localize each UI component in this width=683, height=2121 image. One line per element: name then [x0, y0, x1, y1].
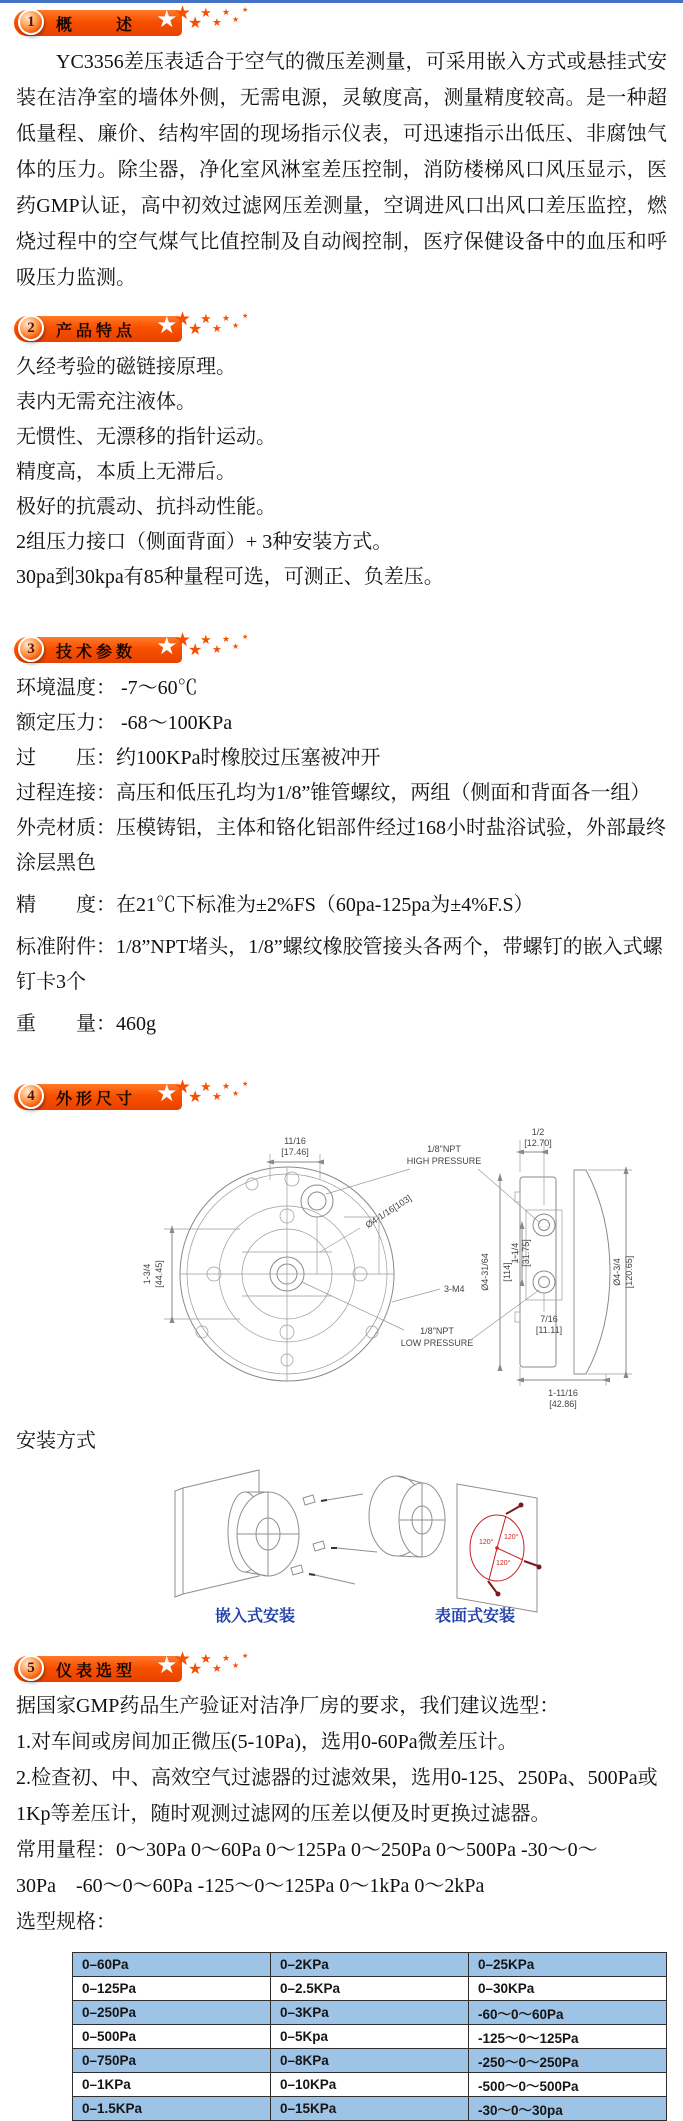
star-icon: ★ — [222, 1081, 231, 1091]
spec-item: 额定压力： -68～100KPa — [16, 712, 233, 734]
range-cell: 0–2.5KPa — [271, 1977, 469, 2001]
range-cell: 0–125Pa — [73, 1977, 271, 2001]
section-title: 外形尺寸 — [56, 1091, 137, 1108]
dim-label: Ø4-1/16[103] — [363, 1192, 414, 1230]
selection-item: 1.对车间或房间加正微压(5-10Pa)，选用0-60Pa微差压计。 — [16, 1731, 518, 1753]
star-icon: ★ — [156, 1652, 178, 1679]
star-icon: ★ — [200, 311, 212, 326]
port-label-low-pressure: 1/8"NPT — [420, 1326, 454, 1336]
port-label-low-pressure: LOW PRESSURE — [400, 1338, 474, 1348]
section-number-badge: 5 — [18, 1655, 44, 1681]
star-icon: ★ — [188, 1661, 203, 1678]
feature-item: 极好的抗震动、抗抖动性能。 — [16, 496, 276, 518]
port-label-high-pressure: HIGH PRESSURE — [406, 1156, 482, 1166]
star-icon: ★ — [222, 7, 231, 17]
page-top-divider — [0, 0, 683, 3]
range-cell: 0–30KPa — [469, 1977, 667, 2001]
star-icon: ★ — [188, 642, 203, 659]
star-icon: ★ — [200, 632, 212, 647]
star-icon: ★ — [222, 634, 231, 644]
range-cell: 0–15KPa — [271, 2097, 469, 2121]
surface-mount-label: 表面式安装 — [434, 1608, 516, 1625]
star-icon: ★ — [174, 309, 192, 330]
star-icon: ★ — [242, 7, 249, 14]
dim-label: Ø4-3/4 — [612, 1258, 622, 1286]
range-cell: 0–5Kpa — [271, 2025, 469, 2049]
star-cluster-decoration — [156, 4, 266, 40]
range-cell: 0–250Pa — [73, 2001, 271, 2025]
star-icon: ★ — [222, 313, 231, 323]
spec-list — [16, 671, 667, 1042]
installation-diagrams — [45, 1460, 605, 1630]
feature-item: 表内无需充注液体。 — [16, 391, 196, 413]
star-icon: ★ — [242, 1653, 249, 1660]
star-icon: ★ — [174, 1649, 192, 1670]
table-row — [73, 1953, 667, 1977]
range-cell: 0–3KPa — [271, 2001, 469, 2025]
feature-list — [16, 350, 667, 595]
dim-label: [17.46] — [281, 1147, 309, 1157]
range-cell: 0–500Pa — [73, 2025, 271, 2049]
star-icon: ★ — [212, 1091, 222, 1103]
star-icon: ★ — [188, 321, 203, 338]
star-icon: ★ — [156, 633, 178, 660]
dim-label: [114] — [502, 1262, 512, 1282]
dimension-drawing — [92, 1122, 652, 1412]
star-icon: ★ — [156, 1080, 178, 1107]
table-row — [73, 2049, 667, 2073]
section-number-badge: 3 — [18, 636, 44, 662]
dim-label: [12.70] — [524, 1138, 552, 1148]
section-title: 产品特点 — [56, 323, 137, 340]
section-header-overview — [8, 3, 683, 38]
star-icon: ★ — [174, 630, 192, 651]
spec-item: 过程连接：高压和低压孔均为1/8”锥管螺纹，两组（侧面和背面各一组） — [16, 782, 651, 804]
angle-label: 120° — [496, 1560, 511, 1567]
star-icon: ★ — [232, 642, 240, 651]
star-icon: ★ — [212, 323, 222, 335]
star-cluster-decoration — [156, 1650, 266, 1686]
star-icon: ★ — [232, 1661, 240, 1670]
range-options-table — [72, 1952, 667, 2121]
section-title: 技术参数 — [56, 644, 137, 661]
feature-item: 无惯性、无漂移的指针运动。 — [16, 426, 276, 448]
port-label-high-pressure: 1/8"NPT — [427, 1144, 461, 1154]
star-icon: ★ — [212, 644, 222, 656]
range-cell: 0–8KPa — [271, 2049, 469, 2073]
section-number-badge: 1 — [18, 9, 44, 35]
section-title: 概 述 — [56, 17, 137, 34]
feature-item: 久经考验的磁链接原理。 — [16, 356, 236, 378]
feature-item: 精度高，本质上无滞后。 — [16, 461, 236, 483]
spec-item: 外壳材质：压模铸铝，主体和铬化铝部件经过168小时盐浴试验，外部最终涂层黑色 — [16, 817, 666, 874]
range-cell: -125～0～125Pa — [469, 2025, 667, 2049]
star-icon: ★ — [188, 1089, 203, 1106]
star-icon: ★ — [232, 15, 240, 24]
section-header-selection — [8, 1649, 683, 1684]
dim-label: 1-1/4 — [510, 1242, 520, 1264]
dim-label: 1-11/16 — [548, 1388, 578, 1398]
table-row — [73, 2025, 667, 2049]
star-icon: ★ — [222, 1653, 231, 1663]
table-row — [73, 2073, 667, 2097]
spec-item: 重 量：460g — [16, 1013, 156, 1035]
star-cluster-decoration — [156, 631, 266, 667]
star-icon: ★ — [242, 313, 249, 320]
feature-item: 2组压力接口（侧面背面）+ 3种安装方式。 — [16, 531, 393, 553]
section-header-features — [8, 309, 683, 344]
flush-mount-diagram — [175, 1470, 377, 1625]
dim-label: 1/2 — [531, 1127, 545, 1137]
star-cluster-decoration — [156, 1078, 266, 1114]
dim-label: 1-3/4 — [142, 1263, 152, 1285]
star-icon: ★ — [212, 17, 222, 29]
spec-item: 环境温度： -7～60℃ — [16, 677, 198, 699]
section-header-dimensions — [8, 1077, 683, 1112]
star-icon: ★ — [242, 634, 249, 641]
surface-mount-diagram — [369, 1476, 542, 1625]
spec-item: 过 压：约100KPa时橡胶过压塞被冲开 — [16, 747, 381, 769]
star-icon: ★ — [156, 6, 178, 33]
selection-intro: 据国家GMP药品生产验证对洁净厂房的要求，我们建议选型： — [16, 1695, 560, 1717]
spec-item: 标准附件：1/8”NPT堵头，1/8”螺纹橡胶管接头各两个，带螺钉的嵌入式螺钉卡3个 — [16, 936, 663, 993]
side-view — [480, 1127, 634, 1409]
star-cluster-decoration — [156, 310, 266, 346]
range-cell: 0–25KPa — [469, 1953, 667, 1977]
section-number-badge: 4 — [18, 1083, 44, 1109]
selection-spec-label: 选型规格： — [16, 1911, 116, 1933]
selection-item: 2.检查初、中、高效空气过滤器的过滤效果，选用0-125、250Pa、500Pa或1Kp等差压计，随时观测过滤网的压差以便及时更换过滤器。 — [16, 1767, 658, 1825]
star-icon: ★ — [174, 1077, 192, 1098]
overview-paragraph: YC3356差压表适合于空气的微压差测量，可采用嵌入方式或悬挂式安装在洁净室的墙体外侧，无需电源，灵敏度高，测量精度较高。是一种超低量程、廉价、结构牢固的现场指示仪表，可迅速指示出低压、非腐蚀气体的压力。除尘器，净化室风淋室差压控制，消防楼梯风口风压显示，医药GMP认证，高中初效过滤网压差测量，空调进风口出风口差压监控，燃烧过程中的空气煤气比值控制及自动阀控制，医疗保健设备中的血压和呼吸压力监测。 — [16, 51, 667, 289]
star-icon: ★ — [174, 3, 192, 24]
star-icon: ★ — [242, 1081, 249, 1088]
selection-ranges: 常用量程：0～30Pa 0～60Pa 0～125Pa 0～250Pa 0～500Pa -30～0～30Pa -60～0～60Pa -125～0～125Pa 0～1kPa 0～2kPa — [16, 1839, 598, 1897]
range-cell: -30～0～30pa — [469, 2097, 667, 2121]
table-row — [73, 2001, 667, 2025]
dim-label: [31.75] — [521, 1239, 531, 1267]
dim-label: 11/16 — [284, 1136, 306, 1146]
dim-label: 3-M4 — [444, 1284, 465, 1294]
star-icon: ★ — [200, 1651, 212, 1666]
range-cell: -500～0～500Pa — [469, 2073, 667, 2097]
range-cell: -60～0～60Pa — [469, 2001, 667, 2025]
range-cell: 0–750Pa — [73, 2049, 271, 2073]
angle-label: 120° — [479, 1539, 494, 1546]
mounting-methods-heading: 安装方式 — [16, 1430, 96, 1452]
star-icon: ★ — [212, 1663, 222, 1675]
dim-label: [42.86] — [549, 1399, 577, 1409]
section-title: 仪表选型 — [56, 1663, 137, 1680]
range-cell: 0–10KPa — [271, 2073, 469, 2097]
section-number-badge: 2 — [18, 315, 44, 341]
range-cell: -250～0～250Pa — [469, 2049, 667, 2073]
section-header-specs — [8, 630, 683, 665]
dim-label: Ø4-31/64 — [480, 1253, 490, 1291]
dim-label: [120.65] — [624, 1255, 634, 1289]
angle-label: 120° — [504, 1534, 519, 1541]
dim-label: 7/16 — [540, 1314, 558, 1324]
selection-guide — [16, 1688, 667, 1940]
range-cell: 0–1KPa — [73, 2073, 271, 2097]
star-icon: ★ — [200, 1079, 212, 1094]
dim-label: [44.45] — [154, 1260, 164, 1288]
star-icon: ★ — [232, 1089, 240, 1098]
range-cell: 0–2KPa — [271, 1953, 469, 1977]
star-icon: ★ — [232, 321, 240, 330]
star-icon: ★ — [188, 15, 203, 32]
star-icon: ★ — [156, 312, 178, 339]
table-row — [73, 2097, 667, 2121]
flush-mount-label: 嵌入式安装 — [214, 1608, 296, 1625]
feature-item: 30pa到30kpa有85种量程可选，可测正、负差压。 — [16, 566, 444, 588]
star-icon: ★ — [200, 5, 212, 20]
spec-item: 精 度：在21℃下标准为±2%FS（60pa-125pa为±4%F.S） — [16, 894, 534, 916]
range-cell: 0–1.5KPa — [73, 2097, 271, 2121]
range-cell: 0–60Pa — [73, 1953, 271, 1977]
table-row — [73, 1977, 667, 2001]
dim-label: [11.11] — [535, 1325, 563, 1335]
